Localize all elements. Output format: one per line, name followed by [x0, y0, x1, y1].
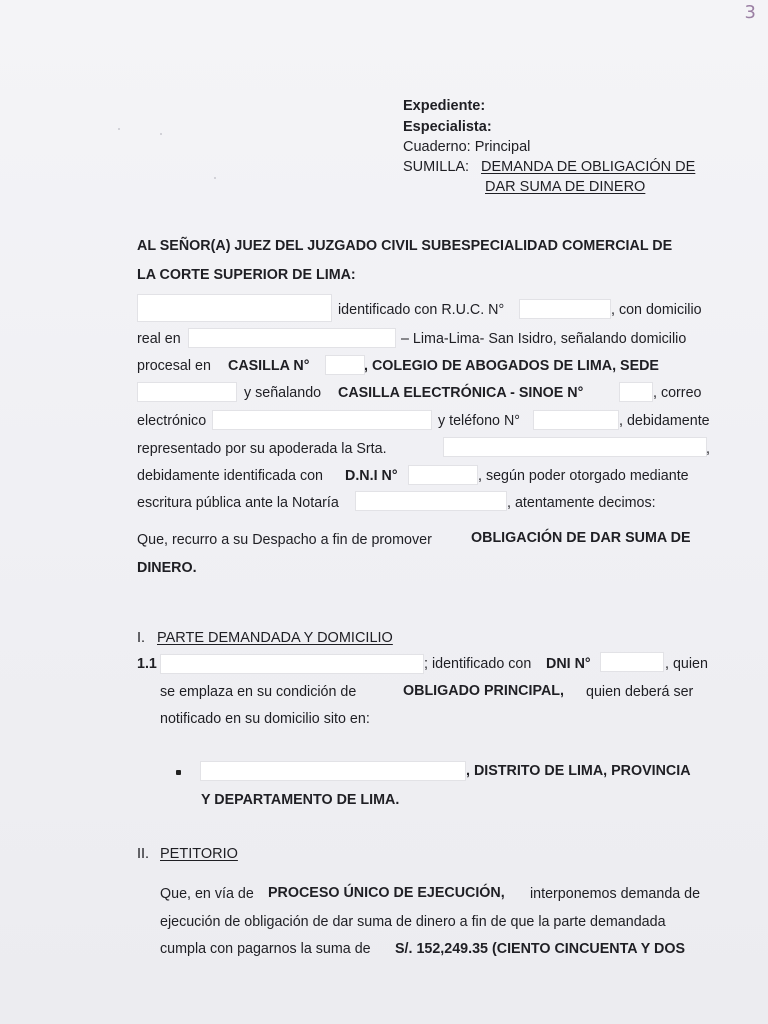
redaction-box [600, 652, 664, 672]
intro-text: representado por su apoderada la Srta. [137, 441, 387, 457]
redaction-box [408, 465, 478, 485]
cuaderno-label: Cuaderno: Principal [403, 139, 531, 155]
intro-text: , con domicilio [611, 302, 702, 318]
intro-text: , correo [653, 385, 702, 401]
intro-text: real en [137, 331, 181, 347]
section-2-text: interponemos demanda de [530, 886, 701, 902]
section-2-text: cumpla con pagarnos la suma de [160, 941, 371, 957]
sumilla-label: SUMILLA: [403, 159, 470, 175]
redaction-box [325, 355, 365, 375]
intro-bold: CASILLA N° [228, 358, 310, 374]
section-1-text: se emplaza en su condición de [160, 684, 357, 700]
section-2-numeral: II. [137, 846, 150, 862]
expediente-label: Expediente: [403, 98, 486, 114]
redaction-box [137, 294, 332, 322]
section-1-bold: DNI N° [546, 656, 591, 672]
intro-bold: , COLEGIO DE ABOGADOS DE LIMA, SEDE [364, 358, 659, 374]
redaction-box [355, 491, 507, 511]
redaction-box [519, 299, 611, 319]
redaction-box [137, 382, 237, 402]
section-1-bold: , DISTRITO DE LIMA, PROVINCIA [466, 763, 691, 779]
intro-text: identificado con R.U.C. N° [338, 302, 505, 318]
scan-speck [118, 128, 120, 130]
intro-bold: CASILLA ELECTRÓNICA - SINOE N° [338, 385, 584, 401]
section-1-title: PARTE DEMANDADA Y DOMICILIO [157, 630, 393, 646]
redaction-box [443, 437, 707, 457]
intro-bold: D.N.I N° [345, 468, 398, 484]
intro-text: y señalando [244, 385, 322, 401]
intro-text: , [706, 441, 710, 457]
redaction-box [533, 410, 619, 430]
scan-speck [214, 177, 216, 179]
item-number: 1.1 [137, 656, 157, 672]
section-2-text: ejecución de obligación de dar suma de dinero a fin de que la parte demandada [160, 914, 666, 930]
promote-bold: OBLIGACIÓN DE DAR SUMA DE [471, 530, 691, 546]
promote-bold: DINERO. [137, 560, 197, 576]
intro-text: y teléfono N° [438, 413, 521, 429]
section-1-text: quien deberá ser [586, 684, 694, 700]
section-2-bold: S/. 152,249.35 (CIENTO CINCUENTA Y DOS [395, 941, 686, 957]
redaction-box [200, 761, 466, 781]
redaction-box [160, 654, 424, 674]
intro-text: escritura pública ante la Notaría [137, 495, 339, 511]
address-line-2: LA CORTE SUPERIOR DE LIMA: [137, 267, 356, 283]
page-number: 3 [744, 2, 756, 23]
section-2-bold: PROCESO ÚNICO DE EJECUCIÓN, [268, 885, 505, 901]
intro-text: procesal en [137, 358, 211, 374]
section-1-text: ; identificado con [424, 656, 532, 672]
intro-text: , debidamente [619, 413, 710, 429]
section-2-title: PETITORIO [160, 846, 238, 862]
section-1-bold: OBLIGADO PRINCIPAL, [403, 683, 564, 699]
especialista-label: Especialista: [403, 119, 492, 135]
sumilla-line-2: DAR SUMA DE DINERO [485, 179, 646, 195]
intro-text: – Lima-Lima- San Isidro, señalando domicilio [401, 331, 687, 347]
scan-speck [160, 133, 162, 135]
intro-text: , según poder otorgado mediante [478, 468, 689, 484]
address-line-1: AL SEÑOR(A) JUEZ DEL JUZGADO CIVIL SUBESPECIALIDAD COMERCIAL DE [137, 238, 673, 254]
section-2-text: Que, en vía de [160, 886, 254, 902]
promote-text: Que, recurro a su Despacho a fin de promover [137, 532, 432, 548]
redaction-box [619, 382, 653, 402]
sumilla-line-1: DEMANDA DE OBLIGACIÓN DE [481, 159, 696, 175]
intro-text: , atentamente decimos: [507, 495, 656, 511]
redaction-box [188, 328, 396, 348]
section-1-bold: Y DEPARTAMENTO DE LIMA. [201, 792, 400, 808]
section-1-text: notificado en su domicilio sito en: [160, 711, 370, 727]
intro-text: debidamente identificada con [137, 468, 323, 484]
section-1-text: , quien [665, 656, 708, 672]
intro-text: electrónico [137, 413, 207, 429]
redaction-box [212, 410, 432, 430]
bullet-icon [176, 770, 181, 775]
section-1-numeral: I. [137, 630, 146, 646]
